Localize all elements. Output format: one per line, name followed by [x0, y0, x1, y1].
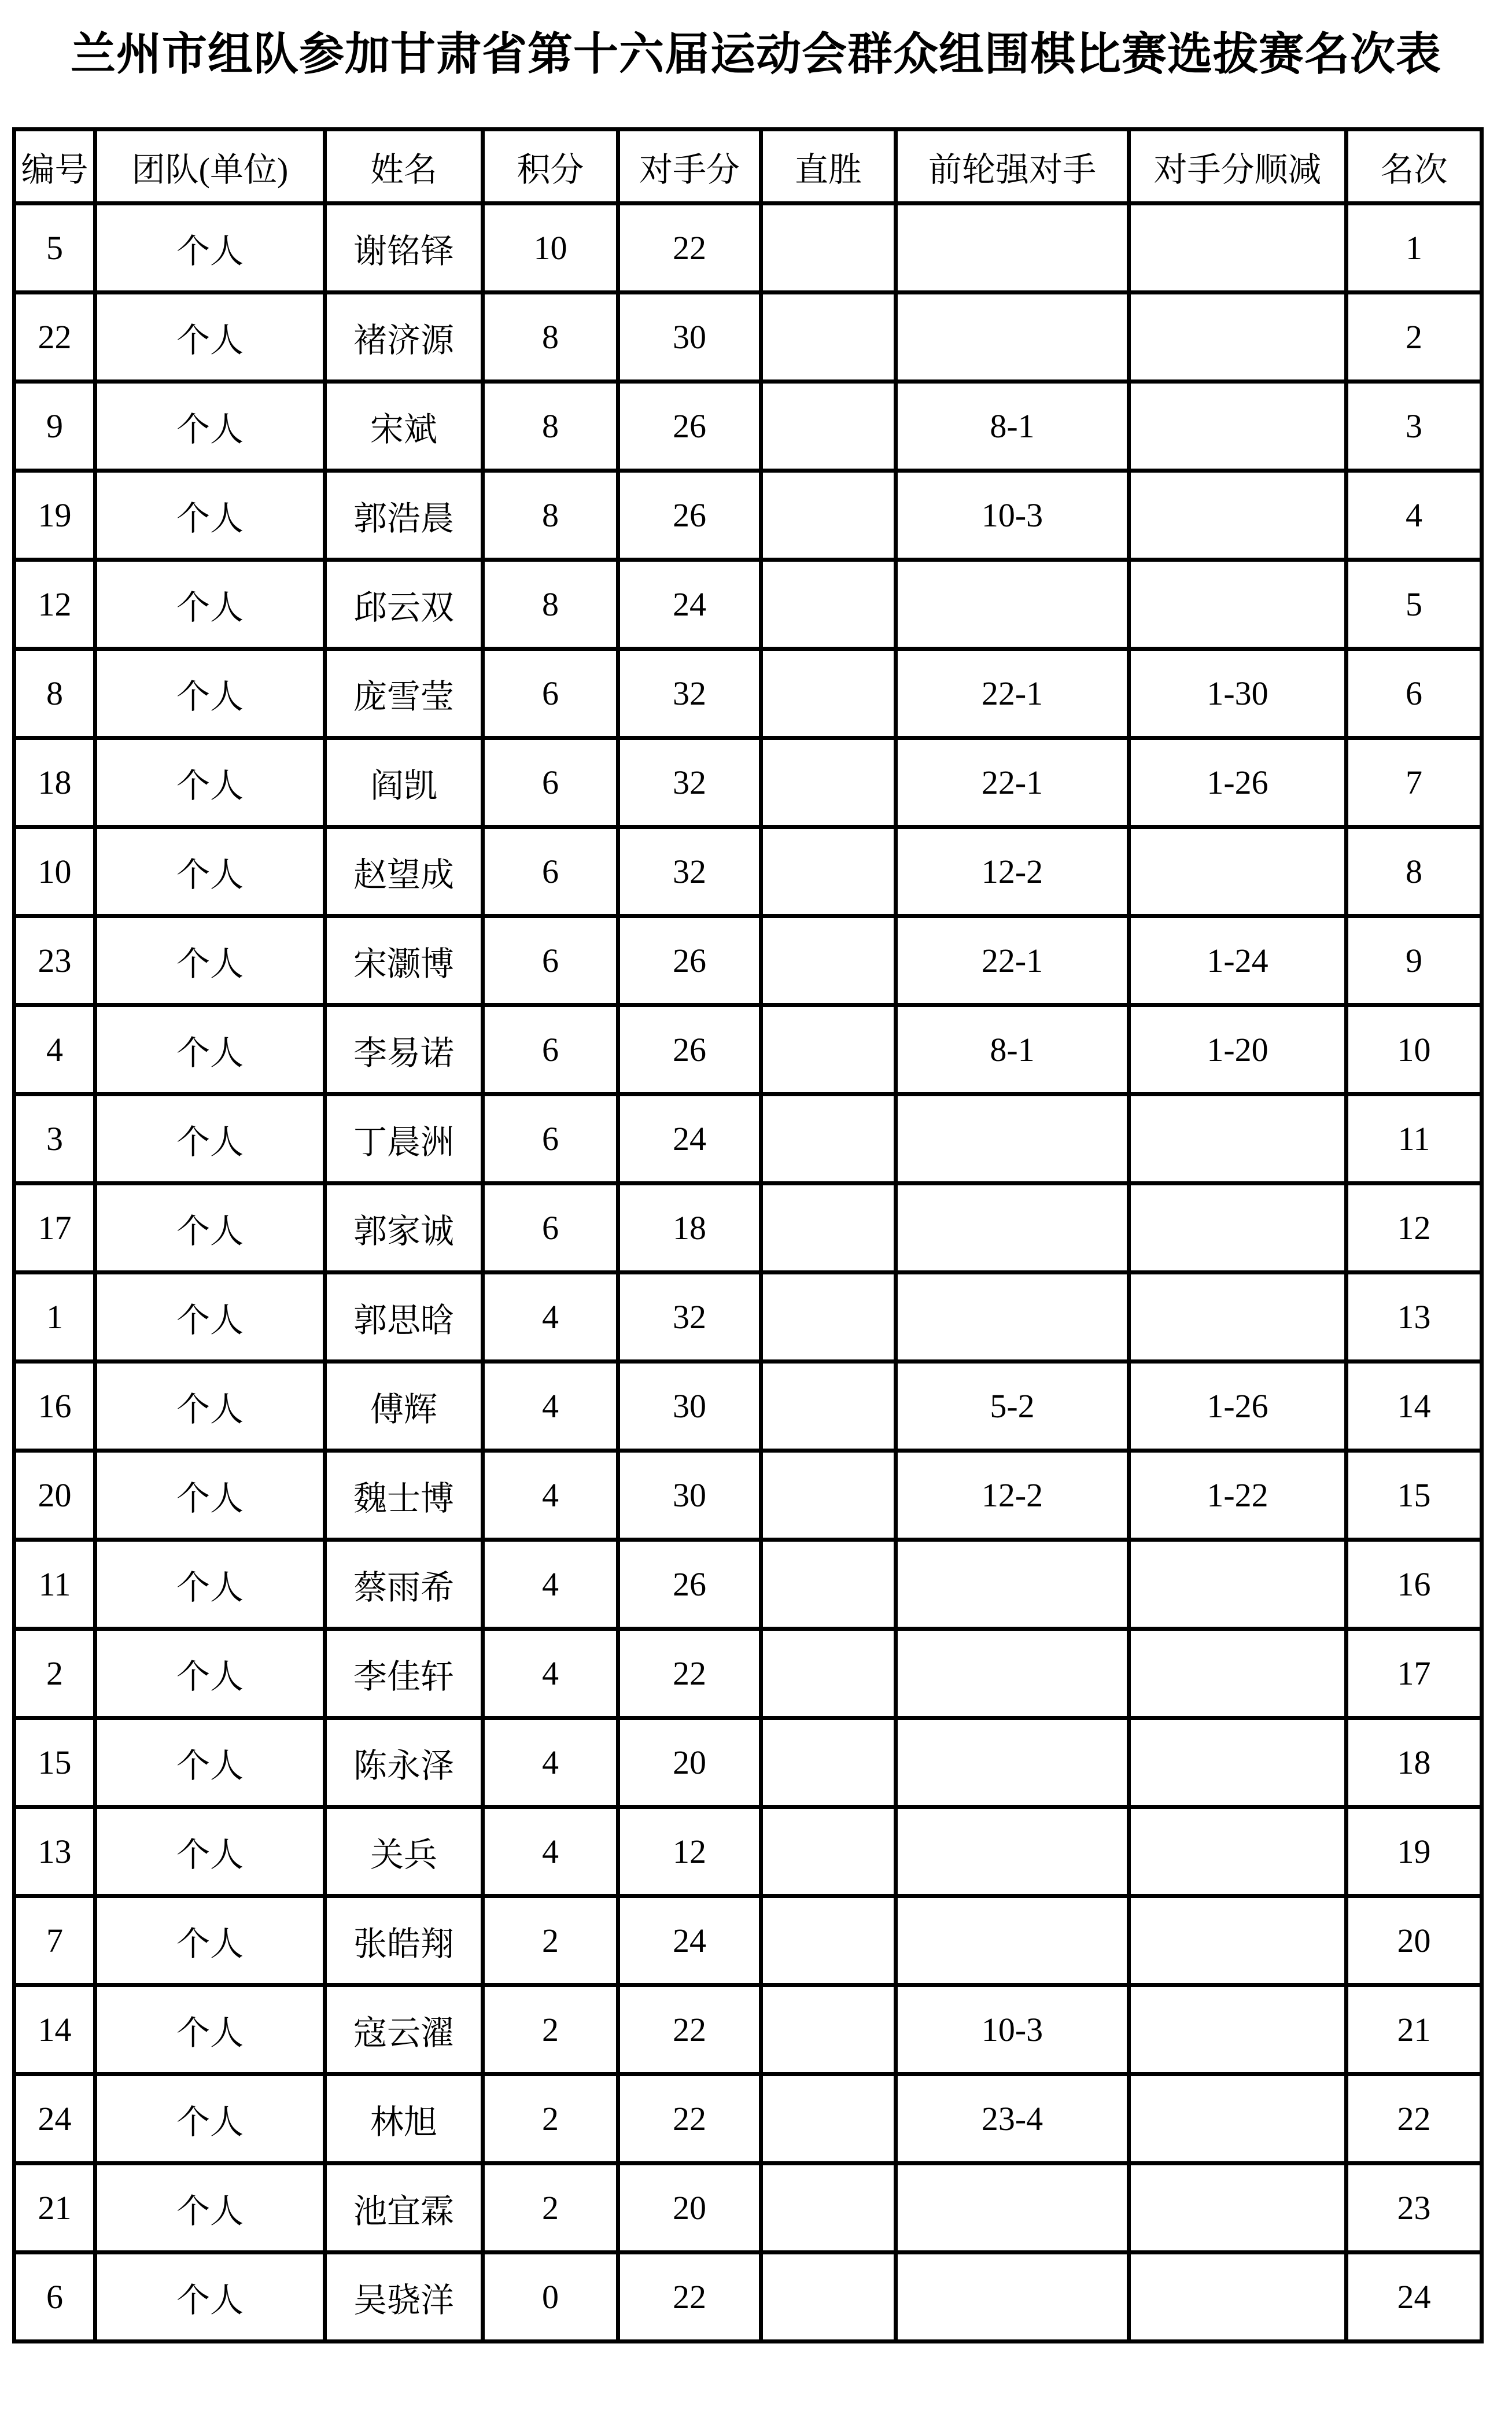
cell-prev_round_strong_opponent: 22-1 [896, 649, 1129, 738]
cell-points: 4 [483, 1629, 618, 1718]
cell-rank: 8 [1347, 827, 1482, 916]
cell-number: 7 [14, 1896, 95, 1985]
cell-rank: 1 [1347, 204, 1482, 293]
cell-team: 个人 [95, 2253, 325, 2342]
cell-rank: 24 [1347, 2253, 1482, 2342]
cell-opponent_score_reduction [1129, 382, 1347, 471]
cell-team: 个人 [95, 1095, 325, 1184]
cell-prev_round_strong_opponent [896, 1540, 1129, 1629]
cell-opponent_score: 22 [618, 2253, 761, 2342]
cell-rank: 9 [1347, 916, 1482, 1005]
table-row [14, 738, 1482, 827]
cell-number: 5 [14, 204, 95, 293]
cell-name: 陈永泽 [325, 1718, 483, 1807]
cell-number: 22 [14, 293, 95, 382]
table-row [14, 204, 1482, 293]
cell-team: 个人 [95, 738, 325, 827]
cell-name: 赵望成 [325, 827, 483, 916]
cell-points: 6 [483, 916, 618, 1005]
cell-prev_round_strong_opponent [896, 1095, 1129, 1184]
cell-points: 4 [483, 1540, 618, 1629]
cell-points: 2 [483, 2074, 618, 2164]
cell-opponent_score_reduction [1129, 1095, 1347, 1184]
cell-number: 20 [14, 1451, 95, 1540]
cell-points: 6 [483, 738, 618, 827]
cell-team: 个人 [95, 1896, 325, 1985]
table-row [14, 1095, 1482, 1184]
table-row [14, 471, 1482, 560]
cell-rank: 21 [1347, 1985, 1482, 2074]
cell-opponent_score_reduction [1129, 2074, 1347, 2164]
cell-rank: 20 [1347, 1896, 1482, 1985]
cell-direct_win [761, 382, 896, 471]
cell-number: 6 [14, 2253, 95, 2342]
table-row [14, 1273, 1482, 1362]
cell-rank: 22 [1347, 2074, 1482, 2164]
table-row [14, 1985, 1482, 2074]
cell-opponent_score: 22 [618, 1985, 761, 2074]
cell-name: 蔡雨希 [325, 1540, 483, 1629]
cell-team: 个人 [95, 1807, 325, 1896]
cell-direct_win [761, 2164, 896, 2253]
cell-opponent_score: 20 [618, 1718, 761, 1807]
cell-prev_round_strong_opponent [896, 1629, 1129, 1718]
cell-prev_round_strong_opponent [896, 1273, 1129, 1362]
cell-points: 6 [483, 1005, 618, 1095]
cell-number: 16 [14, 1362, 95, 1451]
cell-opponent_score_reduction [1129, 560, 1347, 649]
cell-opponent_score_reduction [1129, 1896, 1347, 1985]
cell-name: 宋灏博 [325, 916, 483, 1005]
cell-rank: 19 [1347, 1807, 1482, 1896]
cell-opponent_score: 32 [618, 738, 761, 827]
table-row [14, 560, 1482, 649]
cell-prev_round_strong_opponent: 8-1 [896, 382, 1129, 471]
cell-opponent_score_reduction [1129, 471, 1347, 560]
cell-number: 4 [14, 1005, 95, 1095]
cell-prev_round_strong_opponent: 23-4 [896, 2074, 1129, 2164]
cell-prev_round_strong_opponent [896, 1807, 1129, 1896]
cell-opponent_score_reduction [1129, 827, 1347, 916]
table-row [14, 382, 1482, 471]
cell-points: 4 [483, 1718, 618, 1807]
cell-opponent_score_reduction [1129, 1718, 1347, 1807]
cell-opponent_score_reduction [1129, 1273, 1347, 1362]
cell-name: 邱云双 [325, 560, 483, 649]
table-row [14, 1718, 1482, 1807]
cell-team: 个人 [95, 560, 325, 649]
cell-rank: 5 [1347, 560, 1482, 649]
cell-rank: 14 [1347, 1362, 1482, 1451]
cell-direct_win [761, 1540, 896, 1629]
cell-team: 个人 [95, 827, 325, 916]
cell-points: 8 [483, 382, 618, 471]
cell-direct_win [761, 1629, 896, 1718]
cell-points: 6 [483, 1184, 618, 1273]
cell-opponent_score_reduction [1129, 2253, 1347, 2342]
cell-opponent_score_reduction [1129, 1184, 1347, 1273]
cell-number: 12 [14, 560, 95, 649]
cell-opponent_score_reduction [1129, 1629, 1347, 1718]
cell-points: 4 [483, 1273, 618, 1362]
cell-name: 李易诺 [325, 1005, 483, 1095]
cell-team: 个人 [95, 1362, 325, 1451]
table-row [14, 1896, 1482, 1985]
cell-opponent_score: 26 [618, 471, 761, 560]
table-row [14, 649, 1482, 738]
cell-prev_round_strong_opponent: 10-3 [896, 1985, 1129, 2074]
cell-opponent_score: 24 [618, 1896, 761, 1985]
cell-rank: 15 [1347, 1451, 1482, 1540]
cell-opponent_score_reduction: 1-20 [1129, 1005, 1347, 1095]
cell-name: 吴骁洋 [325, 2253, 483, 2342]
cell-number: 3 [14, 1095, 95, 1184]
cell-number: 1 [14, 1273, 95, 1362]
cell-points: 4 [483, 1362, 618, 1451]
cell-number: 19 [14, 471, 95, 560]
cell-points: 8 [483, 293, 618, 382]
cell-name: 褚济源 [325, 293, 483, 382]
cell-team: 个人 [95, 1273, 325, 1362]
cell-opponent_score: 30 [618, 1362, 761, 1451]
cell-team: 个人 [95, 2164, 325, 2253]
cell-team: 个人 [95, 471, 325, 560]
cell-direct_win [761, 1184, 896, 1273]
cell-direct_win [761, 2074, 896, 2164]
cell-name: 池宜霖 [325, 2164, 483, 2253]
cell-points: 2 [483, 2164, 618, 2253]
cell-direct_win [761, 916, 896, 1005]
cell-opponent_score: 22 [618, 2074, 761, 2164]
cell-direct_win [761, 827, 896, 916]
cell-rank: 17 [1347, 1629, 1482, 1718]
cell-prev_round_strong_opponent [896, 1718, 1129, 1807]
cell-opponent_score: 22 [618, 204, 761, 293]
cell-points: 2 [483, 1985, 618, 2074]
cell-prev_round_strong_opponent: 22-1 [896, 916, 1129, 1005]
cell-direct_win [761, 1005, 896, 1095]
table-row [14, 2074, 1482, 2164]
cell-opponent_score_reduction [1129, 1985, 1347, 2074]
cell-opponent_score_reduction [1129, 293, 1347, 382]
cell-points: 8 [483, 560, 618, 649]
cell-number: 11 [14, 1540, 95, 1629]
cell-direct_win [761, 1718, 896, 1807]
column-header-opponent_score_reduction: 对手分顺减 [1129, 130, 1347, 204]
page [0, 28, 1512, 2421]
cell-direct_win [761, 1451, 896, 1540]
table-row [14, 2164, 1482, 2253]
cell-points: 6 [483, 1095, 618, 1184]
cell-prev_round_strong_opponent [896, 1184, 1129, 1273]
cell-name: 傅辉 [325, 1362, 483, 1451]
table-body [14, 204, 1482, 2342]
cell-prev_round_strong_opponent: 5-2 [896, 1362, 1129, 1451]
cell-opponent_score_reduction: 1-26 [1129, 738, 1347, 827]
cell-opponent_score_reduction: 1-26 [1129, 1362, 1347, 1451]
cell-prev_round_strong_opponent [896, 560, 1129, 649]
header-row [14, 130, 1482, 204]
cell-name: 丁晨洲 [325, 1095, 483, 1184]
cell-team: 个人 [95, 916, 325, 1005]
column-header-prev_round_strong_opponent: 前轮强对手 [896, 130, 1129, 204]
cell-direct_win [761, 1985, 896, 2074]
cell-team: 个人 [95, 1005, 325, 1095]
cell-opponent_score: 26 [618, 1005, 761, 1095]
cell-team: 个人 [95, 2074, 325, 2164]
column-header-rank: 名次 [1347, 130, 1482, 204]
table-row [14, 1184, 1482, 1273]
cell-number: 9 [14, 382, 95, 471]
cell-rank: 7 [1347, 738, 1482, 827]
cell-prev_round_strong_opponent: 8-1 [896, 1005, 1129, 1095]
cell-rank: 16 [1347, 1540, 1482, 1629]
column-header-number: 编号 [14, 130, 95, 204]
cell-prev_round_strong_opponent: 12-2 [896, 1451, 1129, 1540]
cell-rank: 3 [1347, 382, 1482, 471]
cell-number: 23 [14, 916, 95, 1005]
cell-points: 2 [483, 1896, 618, 1985]
cell-team: 个人 [95, 204, 325, 293]
cell-opponent_score: 18 [618, 1184, 761, 1273]
cell-number: 24 [14, 2074, 95, 2164]
cell-rank: 4 [1347, 471, 1482, 560]
cell-rank: 23 [1347, 2164, 1482, 2253]
page-title: 兰州市组队参加甘肃省第十六届运动会群众组围棋比赛选拔赛名次表 [70, 28, 1441, 79]
table-row [14, 827, 1482, 916]
column-header-points: 积分 [483, 130, 618, 204]
cell-number: 2 [14, 1629, 95, 1718]
cell-opponent_score: 30 [618, 293, 761, 382]
cell-direct_win [761, 1896, 896, 1985]
column-header-opponent_score: 对手分 [618, 130, 761, 204]
cell-points: 8 [483, 471, 618, 560]
table-row [14, 1629, 1482, 1718]
cell-name: 郭浩晨 [325, 471, 483, 560]
table-row [14, 1807, 1482, 1896]
cell-name: 寇云濯 [325, 1985, 483, 2074]
cell-opponent_score: 30 [618, 1451, 761, 1540]
cell-prev_round_strong_opponent [896, 2164, 1129, 2253]
cell-direct_win [761, 1807, 896, 1896]
cell-opponent_score: 24 [618, 1095, 761, 1184]
cell-opponent_score: 12 [618, 1807, 761, 1896]
cell-name: 林旭 [325, 2074, 483, 2164]
cell-opponent_score: 20 [618, 2164, 761, 2253]
column-header-name: 姓名 [325, 130, 483, 204]
cell-prev_round_strong_opponent [896, 1896, 1129, 1985]
cell-name: 张皓翔 [325, 1896, 483, 1985]
table-row [14, 916, 1482, 1005]
cell-opponent_score_reduction: 1-30 [1129, 649, 1347, 738]
cell-prev_round_strong_opponent: 12-2 [896, 827, 1129, 916]
cell-opponent_score: 24 [618, 560, 761, 649]
column-header-direct_win: 直胜 [761, 130, 896, 204]
table-row [14, 293, 1482, 382]
cell-team: 个人 [95, 1718, 325, 1807]
cell-opponent_score: 32 [618, 1273, 761, 1362]
cell-direct_win [761, 1273, 896, 1362]
cell-number: 13 [14, 1807, 95, 1896]
cell-points: 0 [483, 2253, 618, 2342]
cell-points: 10 [483, 204, 618, 293]
cell-team: 个人 [95, 1451, 325, 1540]
cell-rank: 12 [1347, 1184, 1482, 1273]
cell-prev_round_strong_opponent [896, 2253, 1129, 2342]
cell-number: 17 [14, 1184, 95, 1273]
table-row [14, 1362, 1482, 1451]
cell-points: 4 [483, 1451, 618, 1540]
cell-name: 阎凯 [325, 738, 483, 827]
cell-direct_win [761, 1095, 896, 1184]
cell-prev_round_strong_opponent [896, 293, 1129, 382]
cell-direct_win [761, 1362, 896, 1451]
cell-name: 关兵 [325, 1807, 483, 1896]
table-row [14, 1005, 1482, 1095]
cell-opponent_score_reduction: 1-24 [1129, 916, 1347, 1005]
cell-points: 6 [483, 827, 618, 916]
cell-opponent_score_reduction [1129, 2164, 1347, 2253]
cell-name: 庞雪莹 [325, 649, 483, 738]
cell-name: 郭思晗 [325, 1273, 483, 1362]
results-table [12, 127, 1484, 2343]
cell-direct_win [761, 204, 896, 293]
cell-direct_win [761, 738, 896, 827]
cell-rank: 18 [1347, 1718, 1482, 1807]
cell-opponent_score_reduction [1129, 1807, 1347, 1896]
cell-name: 郭家诚 [325, 1184, 483, 1273]
cell-rank: 2 [1347, 293, 1482, 382]
cell-opponent_score: 26 [618, 916, 761, 1005]
cell-direct_win [761, 293, 896, 382]
cell-rank: 10 [1347, 1005, 1482, 1095]
cell-team: 个人 [95, 382, 325, 471]
cell-number: 14 [14, 1985, 95, 2074]
column-header-team: 团队(单位) [95, 130, 325, 204]
table-row [14, 1451, 1482, 1540]
cell-direct_win [761, 471, 896, 560]
cell-name: 魏士博 [325, 1451, 483, 1540]
cell-team: 个人 [95, 1985, 325, 2074]
cell-points: 4 [483, 1807, 618, 1896]
cell-team: 个人 [95, 1540, 325, 1629]
cell-prev_round_strong_opponent [896, 204, 1129, 293]
cell-name: 宋斌 [325, 382, 483, 471]
cell-points: 6 [483, 649, 618, 738]
cell-direct_win [761, 560, 896, 649]
cell-number: 10 [14, 827, 95, 916]
cell-opponent_score: 22 [618, 1629, 761, 1718]
cell-direct_win [761, 2253, 896, 2342]
cell-opponent_score_reduction: 1-22 [1129, 1451, 1347, 1540]
cell-opponent_score: 32 [618, 827, 761, 916]
cell-number: 8 [14, 649, 95, 738]
cell-number: 18 [14, 738, 95, 827]
cell-prev_round_strong_opponent: 10-3 [896, 471, 1129, 560]
cell-rank: 11 [1347, 1095, 1482, 1184]
cell-opponent_score_reduction [1129, 1540, 1347, 1629]
cell-rank: 13 [1347, 1273, 1482, 1362]
cell-rank: 6 [1347, 649, 1482, 738]
cell-direct_win [761, 649, 896, 738]
cell-opponent_score_reduction [1129, 204, 1347, 293]
cell-opponent_score: 26 [618, 1540, 761, 1629]
cell-number: 21 [14, 2164, 95, 2253]
table-row [14, 1540, 1482, 1629]
cell-team: 个人 [95, 649, 325, 738]
cell-team: 个人 [95, 293, 325, 382]
cell-team: 个人 [95, 1629, 325, 1718]
cell-opponent_score: 26 [618, 382, 761, 471]
cell-prev_round_strong_opponent: 22-1 [896, 738, 1129, 827]
cell-name: 谢铭铎 [325, 204, 483, 293]
cell-team: 个人 [95, 1184, 325, 1273]
cell-number: 15 [14, 1718, 95, 1807]
cell-opponent_score: 32 [618, 649, 761, 738]
cell-name: 李佳轩 [325, 1629, 483, 1718]
table-row [14, 2253, 1482, 2342]
